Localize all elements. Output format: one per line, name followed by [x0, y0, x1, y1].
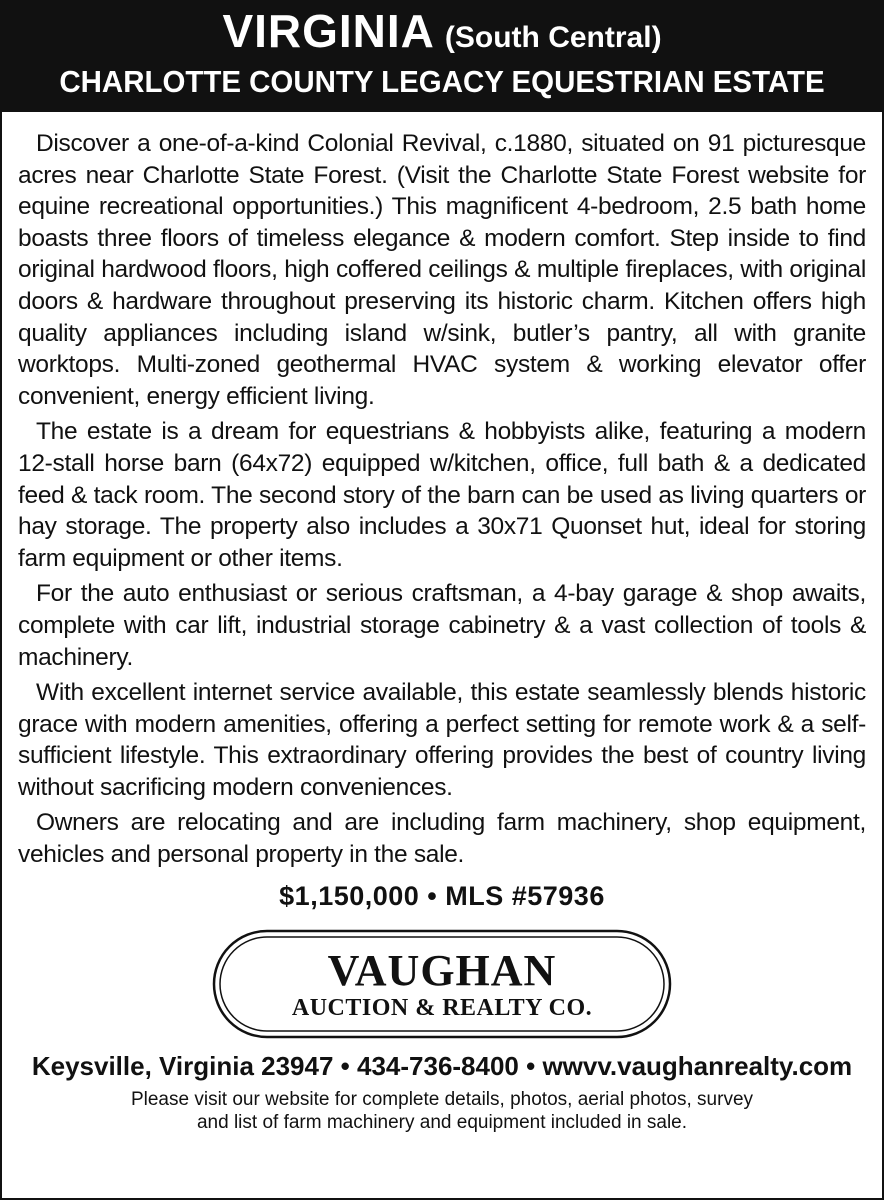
paragraph-house: Discover a one-of-a-kind Colonial Revival, c.1880, situated on 91 picturesque acres near Charlotte State Forest. (Visit the Charlotte State Forest website for equine recreational opportunities.) This magnificent 4-bedroom, 2.5 bath home boasts three floors of timeless elegance & modern comfort. Step inside to find original hardwood floors, high coffered ceilings & multiple fireplaces, with original doors & hardware throughout preserving its historic charm. Kitchen offers high quality appliances including island w/sink, butler’s pantry, all with granite worktops. Multi-zoned geothermal HVAC system & working elevator offer convenient, energy efficient living. — [18, 130, 866, 410]
footnote-line-2: and list of farm machinery and equipment included in sale. — [196, 1111, 688, 1133]
header-state: VIRGINIA — [222, 5, 435, 57]
vaughan-logo — [212, 929, 672, 1039]
paragraph-internet: With excellent internet service available, this estate seamlessly blends historic grace with modern amenities, offering a perfect setting for remote work & a self-sufficient lifestyle. This extraordinary offering provides the best of country living without sacrificing modern conveniences. — [18, 679, 866, 801]
header-location — [2, 5, 882, 57]
paragraph-garage: For the auto enthusiast or serious craftsman, a 4-bay garage & shop awaits, complete with car lift, industrial storage cabinetry & a vast collection of tools & machinery. — [18, 580, 866, 671]
price-mls: $1,150,000 • MLS #57936 — [279, 880, 605, 911]
contact-line: Keysville, Virginia 23947 • 434-736-8400 • wwvv.vaughanrealty.com — [31, 1050, 853, 1081]
paragraph-barn: The estate is a dream for equestrians & hobbyists alike, featuring a modern 12-stall horse barn (64x72) equipped w/kitchen, office, full bath & a dedicated feed & tack room. The second story of the barn can be used as living quarters or hay storage. The property also includes a 30x71 Quonset hut, ideal for storing farm equipment or other items. — [18, 418, 866, 572]
header-region: (South Central) — [444, 21, 662, 54]
ad-header — [2, 2, 882, 112]
footnote — [2, 1088, 882, 1134]
footnote-line-1: Please visit our website for complete details, photos, aerial photos, survey — [130, 1088, 754, 1110]
header-title: CHARLOTTE COUNTY LEGACY EQUESTRIAN ESTATE — [59, 64, 825, 99]
logo-company-name: VAUGHAN — [327, 945, 557, 995]
logo-container — [2, 929, 882, 1039]
paragraph-owners: Owners are relocating and are including farm machinery, shop equipment, vehicles and personal property in the sale. — [18, 809, 866, 869]
ad-body — [2, 112, 882, 871]
logo-company-subtitle: AUCTION & REALTY CO. — [291, 994, 593, 1021]
